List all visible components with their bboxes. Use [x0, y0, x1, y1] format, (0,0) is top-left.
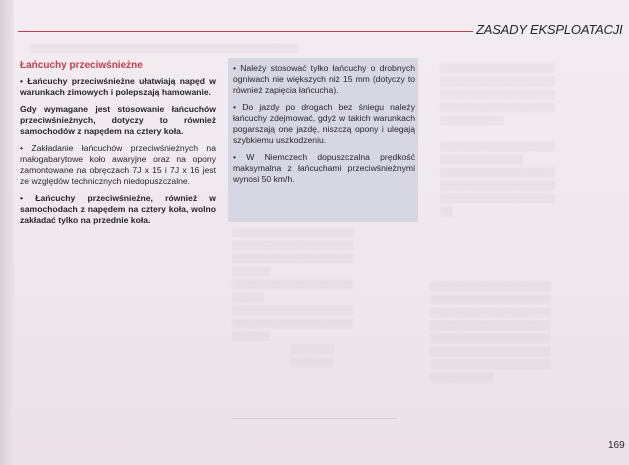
page-binding-shadow: [0, 0, 14, 465]
show-through-text: ▒▒▒▒▒▒▒▒▒▒▒▒▒▒▒▒▒▒ ▒▒▒▒▒▒▒▒▒▒▒▒▒▒▒▒▒▒ ▒▒▒▒▒▒▒▒▒▒▒▒▒▒▒▒▒▒ ▒▒▒▒▒▒▒▒▒▒▒▒▒▒▒▒▒▒ ▒▒▒▒▒▒▒▒▒▒ ▒▒▒▒▒▒▒▒▒▒▒▒▒▒▒▒▒▒ ▒▒▒▒▒▒▒▒▒▒▒▒▒ ▒▒▒▒▒▒▒▒▒▒▒▒▒▒▒▒▒▒ ▒▒▒▒▒▒▒▒▒▒▒▒▒▒▒▒▒▒ ▒▒▒▒▒▒▒▒▒▒▒▒▒▒▒▒▒▒ ▒▒: [440, 63, 555, 216]
section-heading: Łańcuchy przeciwśnieżne: [20, 60, 143, 71]
page-number: 169: [608, 440, 625, 451]
paragraph: • W Niemczech dopuszczalna prędkość maksymalna z łańcuchami przeciwśnieżnymi wynosi 50 km/h.: [233, 152, 415, 184]
header-rule: [18, 31, 473, 32]
footnote-rule: [232, 418, 397, 419]
paragraph: • Łańcuchy przeciwśnieżne, również w samochodach z napędem na cztery koła, wolno zakładać tylko na przednie koła.: [20, 193, 216, 225]
show-through-text: ▒▒▒▒▒▒▒▒▒▒▒▒▒▒▒▒▒▒▒ ▒▒▒▒▒▒▒▒▒▒▒▒▒▒▒▒▒▒▒ ▒▒▒▒▒▒▒▒▒▒▒▒▒▒▒▒▒▒▒ ▒▒▒▒▒▒▒▒▒▒▒▒▒▒▒▒▒▒▒ ▒▒▒▒▒▒▒▒▒▒▒▒▒▒▒▒▒▒▒ ▒▒▒▒▒▒▒▒▒▒▒▒▒▒▒▒▒▒▒ ▒▒▒▒▒▒▒▒▒▒▒▒▒▒▒▒▒▒▒ ▒▒▒▒▒▒▒▒▒▒: [430, 281, 552, 382]
left-column: [20, 60, 216, 232]
middle-column: [233, 63, 415, 191]
paragraph: • Zakładanie łańcuchów przeciwśnieżnych na małogabarytowe koło awaryjne oraz na opony zamontowane na obręczach 7J x 15 i 7J x 16 jest ze względów technicznych niedopuszczalne.: [20, 143, 216, 186]
show-through-text: ▒▒▒▒▒▒▒▒▒▒▒▒▒▒▒▒▒▒▒▒▒▒▒▒▒▒▒▒▒▒▒▒▒▒▒▒▒▒▒▒▒▒: [30, 43, 298, 53]
show-through-text: ▒▒▒▒▒▒▒▒▒▒▒▒▒▒▒▒▒▒▒ ▒▒▒▒▒▒▒▒▒▒▒▒▒▒▒▒▒▒▒ ▒▒▒▒▒▒▒▒▒▒▒▒▒▒▒▒▒▒▒ ▒▒▒▒▒▒ ▒▒▒▒▒▒▒▒▒▒▒▒▒▒▒▒▒▒▒ ▒▒▒▒▒ ▒▒▒▒▒▒▒▒▒▒▒▒▒▒▒▒▒▒▒ ▒▒▒▒▒▒▒▒▒▒▒▒▒▒▒▒▒▒▒ ▒▒▒▒▒▒ ▒▒▒▒▒▒▒ ▒▒▒▒▒▒▒: [232, 227, 354, 367]
paragraph: • Do jazdy po drogach bez śniegu należy łańcuchy zdejmować, gdyż w takich warunkach pogarszają one jazdę, niszczą opony i ulegają szybkiemu uszkodzeniu.: [233, 102, 415, 145]
paragraph: • Należy stosować tylko łańcuchy o drobnych ogniwach nie większych niż 15 mm (dotyczy to również zapięcia łańcucha).: [233, 63, 415, 95]
paragraph: • Łańcuchy przeciwśnieżne ułatwiają napęd w warunkach zimowych i polepszają hamowanie.: [20, 76, 216, 97]
paragraph: Gdy wymagane jest stosowanie łańcuchów przeciwśnieżnych, dotyczy to również samochodów z napędem na cztery koła.: [20, 104, 216, 136]
chapter-title: ZASADY EKSPLOATACJI: [476, 22, 623, 37]
